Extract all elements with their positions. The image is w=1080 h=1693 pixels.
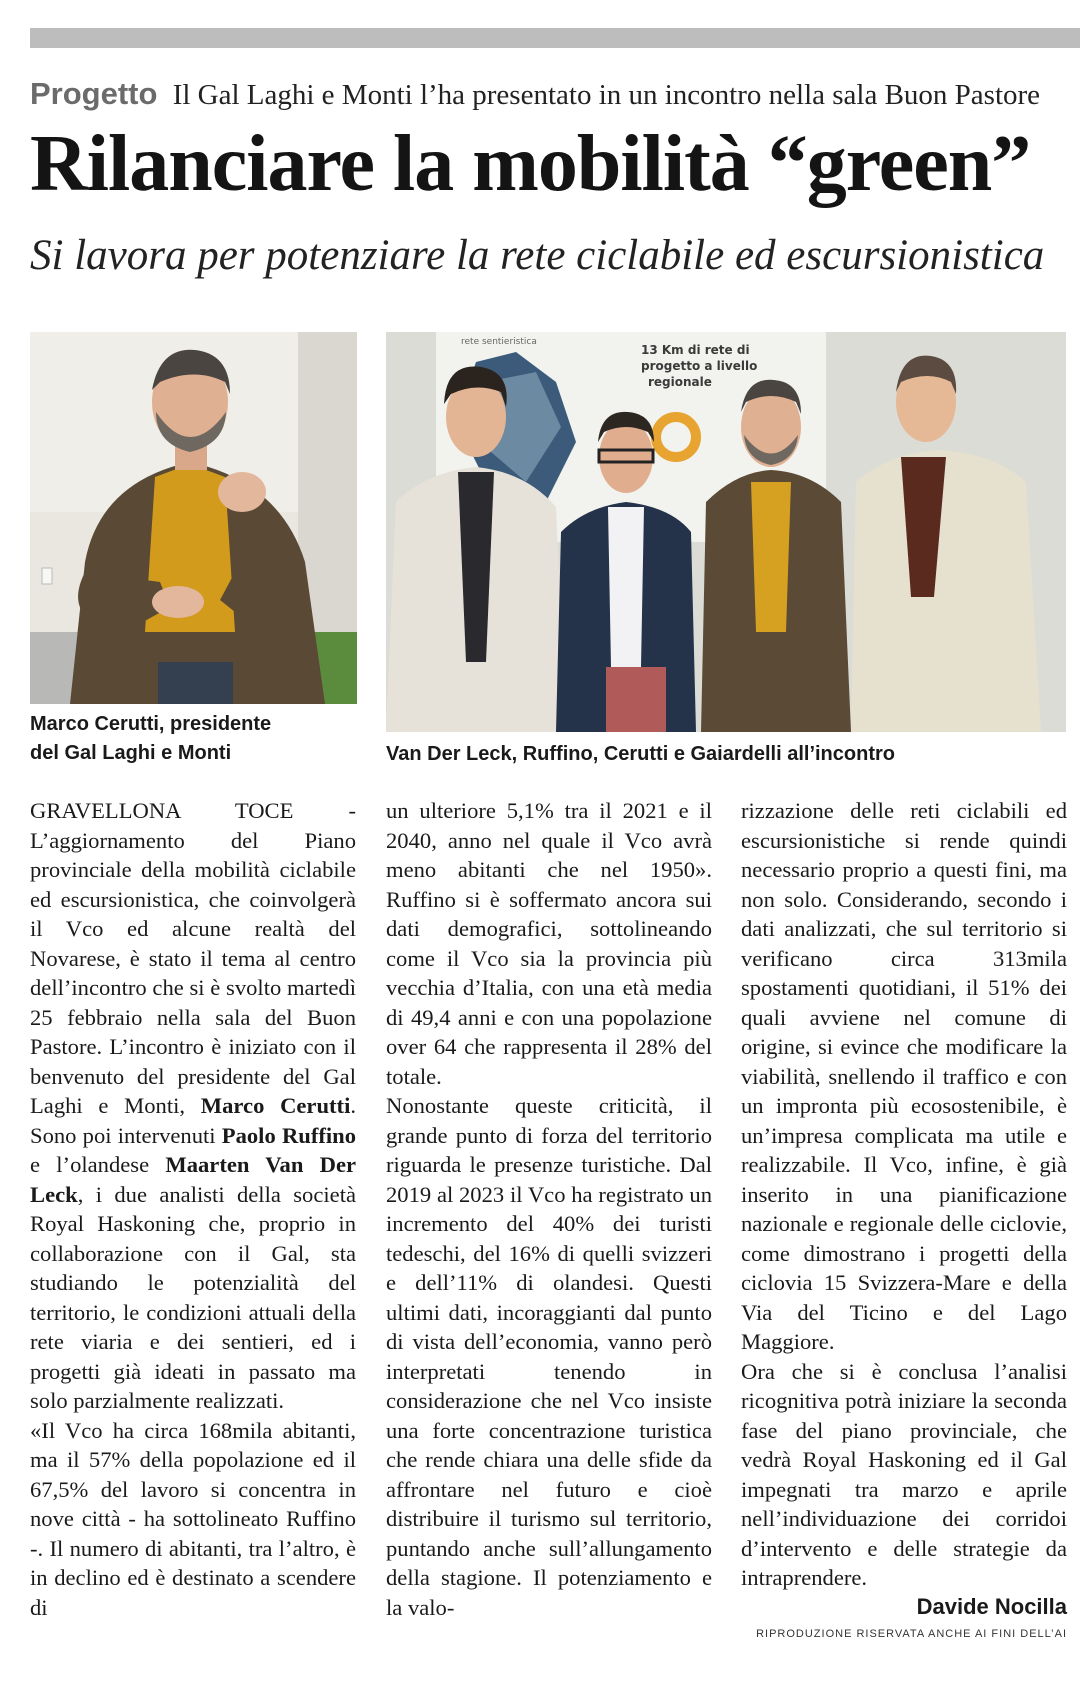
headline: Rilanciare la mobilità “green”: [30, 120, 1031, 208]
top-rule-bar: [30, 28, 1080, 48]
col1-paragraph-1: GRAVELLONA TOCE - L’aggiornamento del Piano provinciale della mobilità ciclabile ed escursionistica, che coinvolgerà il Vco ed alcune realtà del Novarese, è stato il tema al centro dell’incontro che si è svolto martedì 25 febbraio nella sala del Buon Pastore. L’incontro è iniziato con il benvenuto del presidente del Gal Laghi e Monti, Marco Cerutti. Sono poi intervenuti Paolo Ruffino e l’olandese Maarten Van Der Leck, i due analisti della società Royal Haskoning che, proprio in collaborazione con il Gal, sta studiando le potenzialità del territorio, le condizioni attuali della rete viaria e dei sentieri, ed i progetti già ideati in passato ma solo parzialmente realizzati.: [30, 798, 357, 1413]
photo-group: [386, 332, 1066, 732]
screen-text-4: regionale: [648, 375, 712, 389]
col1-paragraph-2: «Il Vco ha circa 168mila abitanti, ma il 57% della popolazione ed il 67,5% del lavoro si concentra in nove città - ha sottolineato Ruffino -. Il numero di abitanti, tra l’altro, è in declino ed è destinato a scendere di: [30, 1417, 356, 1620]
article-column-2: [386, 796, 712, 1622]
name-paolo-ruffino: Paolo Ruffino: [221, 1122, 357, 1148]
photo2-caption: Van Der Leck, Ruffino, Cerutti e Gaiardelli all’incontro: [386, 743, 895, 765]
col3-paragraph-1: rizzazione delle reti ciclabili ed escursionistiche si rende quindi necessario proprio a questi fini, ma non solo. Considerando, secondo i dati analizzati, che sul territorio si verificano circa 313mila spostamenti quotidiani, il 51% dei quali avviene nel comune di origine, si evince che modificare la viabilità, snellendo il traffico e con un impronta più ecosostenibile, è un’impresa complicata ma utile e realizzabile. Il Vco, infine, è già inserito in una pianificazione nazionale e regionale delle ciclovie, come dimostrano i progetti della ciclovia 15 Svizzera-Mare e della Via del Ticino e del Lago Maggiore.: [741, 798, 1067, 1354]
byline: Davide Nocilla: [916, 1594, 1067, 1619]
kicker-line: [30, 74, 1070, 114]
kicker-text: Il Gal Laghi e Monti l’ha presentato in un incontro nella sala Buon Pastore: [172, 79, 1041, 111]
kicker-tag: Progetto: [30, 76, 158, 111]
photo-marco-cerutti: [30, 332, 357, 704]
photo1-caption-line1: Marco Cerutti, presidente: [30, 713, 272, 735]
photo1-caption: [30, 710, 360, 768]
photo1-caption-line2: del Gal Laghi e Monti: [30, 742, 232, 764]
col2-paragraph-1: un ulteriore 5,1% tra il 2021 e il 2040, anno nel quale il Vco avrà meno abitanti che nel 1950». Ruffino si è soffermato ancora sui dati demografici, sottolineando come il Vco sia la provincia più vecchia d’Italia, con una età media di 49,4 anni e con una popolazione over 64 che rappresenta il 28% del totale.: [386, 798, 712, 1089]
name-maarten-van-der-leck: Maarten Van Der Leck: [30, 1152, 357, 1207]
screen-text-3: progetto a livello: [641, 359, 758, 373]
article-column-1: [30, 796, 356, 1622]
screen-text-2: 13 Km di rete di: [641, 343, 750, 357]
name-marco-cerutti: Marco Cerutti: [200, 1093, 351, 1118]
subheadline: Si lavora per potenziare la rete ciclabile ed escursionistica: [30, 232, 1045, 279]
copyright-notice: RIPRODUZIONE RISERVATA ANCHE AI FINI DELL’AI: [756, 1628, 1067, 1640]
col2-paragraph-2: Nonostante queste criticità, il grande punto di forza del territorio riguarda le presenze turistiche. Dal 2019 al 2023 il Vco ha registrato un incremento del 40% dei turisti tedeschi, del 16% di quelli svizzeri e dell’11% di olandesi. Questi ultimi dati, incoraggianti dal punto di vista dell’economia, vanno però interpretati tenendo in considerazione che nel Vco insiste una forte concentrazione turistica che rende chiara una delle sfide da affrontare nel futuro e cioè distribuire il turismo sul territorio, puntando anche sull’allungamento della stagione. Il potenziamento e la valo-: [386, 1093, 712, 1620]
screen-text-1: rete sentieristica: [461, 337, 537, 347]
article-column-3: [741, 796, 1067, 1593]
col3-paragraph-2: Ora che si è conclusa l’analisi ricognitiva potrà iniziare la seconda fase del piano provinciale, che vedrà Royal Haskoning ed il Gal impegnati tra marzo e aprile nell’individuazione dei corridoi d’intervento e delle strategie da intraprendere.: [741, 1358, 1067, 1590]
